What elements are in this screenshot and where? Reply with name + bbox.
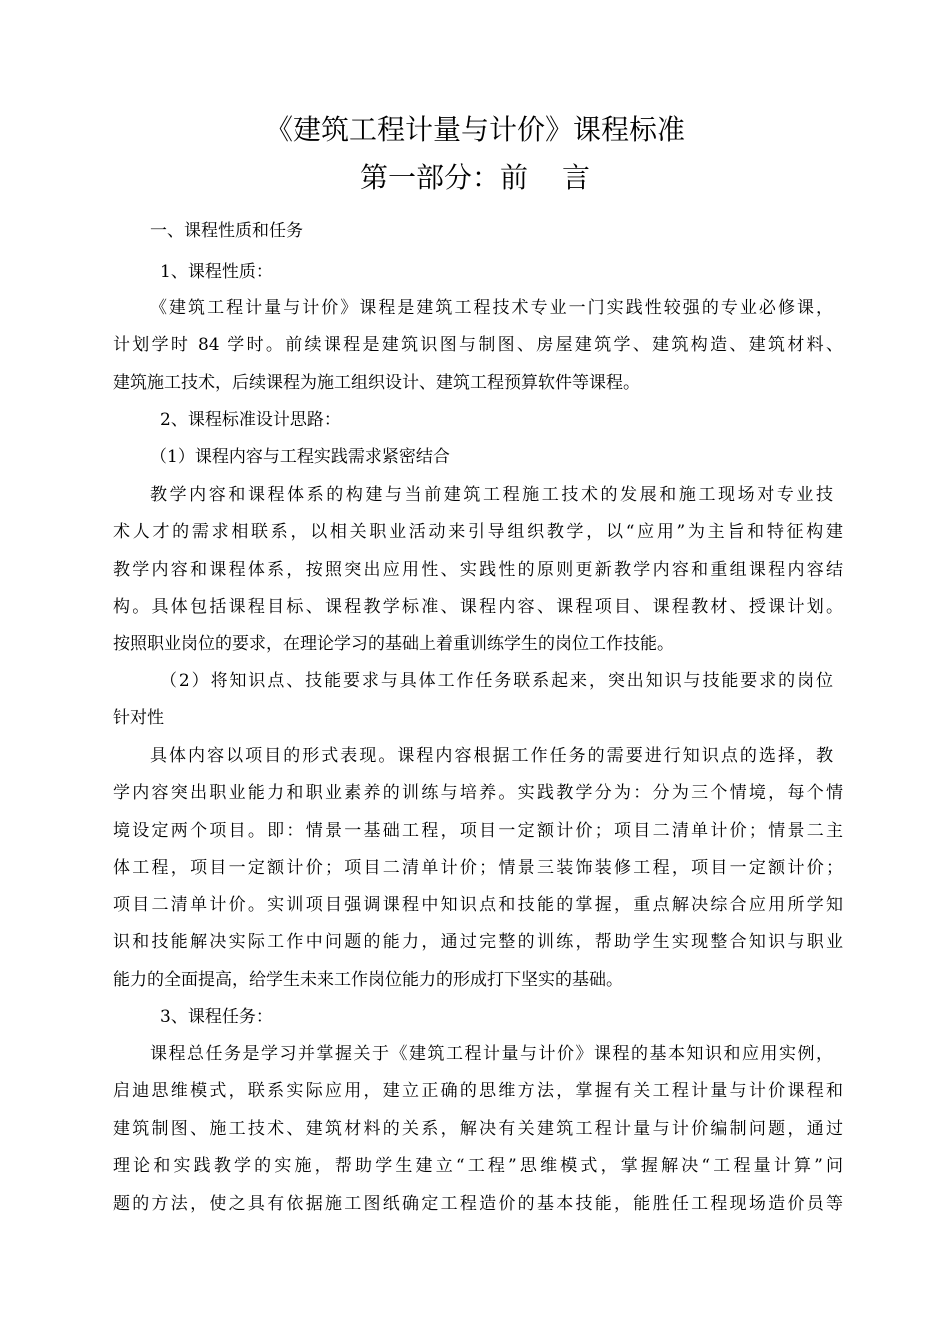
paragraph-line: 建筑施工技术，后续课程为施工组织设计、建筑工程预算软件等课程。 [113, 373, 640, 393]
paragraph-line: 能力的全面提高，给学生未来工作岗位能力的形成打下坚实的基础。 [113, 970, 623, 990]
heading-course-tasks: 3、课程任务： [160, 1007, 273, 1027]
heading-course-nature-tasks: 一、课程性质和任务 [150, 221, 303, 241]
paragraph-line: 境设定两个项目。即：情景一基础工程，项目一定额计价；项目二清单计价；情景二主 [113, 821, 843, 841]
paragraph-line: 构。具体包括课程目标、课程教学标准、课程内容、课程项目、课程教材、授课计划。 [113, 597, 843, 617]
paragraph-line: 教学内容和课程体系，按照突出应用性、实践性的原则更新教学内容和重组课程内容结 [113, 560, 843, 580]
paragraph-line: 《建筑工程计量与计价》课程是建筑工程技术专业一门实践性较强的专业必修课， [150, 298, 833, 318]
paragraph-line: 题的方法，使之具有依据施工图纸确定工程造价的基本技能，能胜任工程现场造价员等 [113, 1194, 843, 1214]
section-heading [0, 160, 950, 196]
document-title: 《建筑工程计量与计价》课程标准 [264, 113, 685, 146]
section-heading-part2: 言 [562, 161, 591, 194]
paragraph-line: 识和技能解决实际工作中问题的能力，通过完整的训练，帮助学生实现整合知识与职业 [113, 932, 843, 952]
paragraph-line: 具体内容以项目的形式表现。课程内容根据工作任务的需要进行知识点的选择，教 [150, 746, 833, 766]
section-heading-part1: 第一部分：前 [359, 161, 528, 194]
paragraph-line: 学内容突出职业能力和职业素养的训练与培养。实践教学分为：分为三个情境，每个情 [113, 783, 843, 803]
paragraph-line: 术人才的需求相联系，以相关职业活动来引导组织教学，以“应用”为主旨和特征构建 [113, 522, 843, 542]
heading-course-nature: 1、课程性质： [160, 262, 273, 282]
paragraph-line: 项目二清单计价。实训项目强调课程中知识点和技能的掌握，重点解决综合应用所学知 [113, 895, 843, 915]
paragraph-line: 按照职业岗位的要求，在理论学习的基础上着重训练学生的岗位工作技能。 [113, 634, 674, 654]
paragraph-line: 体工程，项目一定额计价；项目二清单计价；情景三装饰装修工程，项目一定额计价； [113, 858, 843, 878]
paragraph-line: 教学内容和课程体系的构建与当前建筑工程施工技术的发展和施工现场对专业技 [150, 485, 833, 505]
subheading-1: （1）课程内容与工程实践需求紧密结合 [150, 447, 450, 467]
paragraph-line: 计划学时 84 学时。前续课程是建筑识图与制图、房屋建筑学、建筑构造、建筑材料、 [113, 335, 843, 355]
paragraph-line: 课程总任务是学习并掌握关于《建筑工程计量与计价》课程的基本知识和应用实例， [150, 1044, 833, 1064]
paragraph-line: 启迪思维模式，联系实际应用，建立正确的思维方法，掌握有关工程计量与计价课程和 [113, 1081, 843, 1101]
subheading-2: （2）将知识点、技能要求与具体工作任务联系起来，突出知识与技能要求的岗位 [160, 671, 833, 691]
paragraph-line: 建筑制图、施工技术、建筑材料的关系，解决有关建筑工程计量与计价编制问题，通过 [113, 1119, 843, 1139]
paragraph-line: 理论和实践教学的实施，帮助学生建立“工程”思维模式，掌握解决“工程量计算”问 [113, 1156, 843, 1176]
subheading-2-cont: 针对性 [113, 708, 164, 728]
heading-design-approach: 2、课程标准设计思路： [160, 410, 341, 430]
